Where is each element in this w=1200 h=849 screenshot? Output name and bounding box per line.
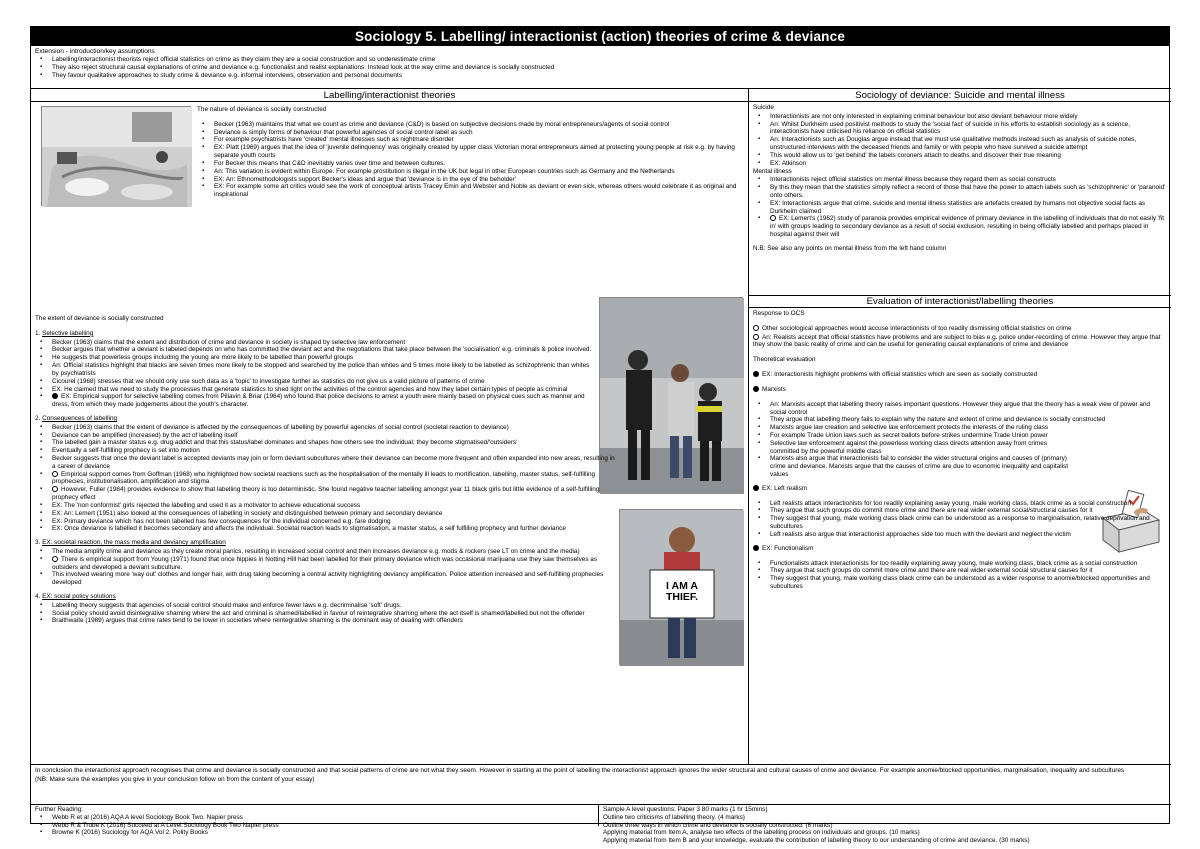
list-item: ▪ Marxists argue law creation and selective law enforcement protects the interests of the ruling class	[753, 424, 1167, 432]
list-item: ▪ They favour qualitative approaches to study crime & deviance e.g. informal interviews, observation and personal documents	[35, 72, 1165, 80]
ocs-heading: Response to OCS	[753, 310, 805, 317]
social-policy-list	[35, 602, 735, 625]
list-item: ▪ Becker suggests that once the deviant label is accepted deviants may join or form deviant subcultures where their deviance can become more frequent and often expanded into new areas, resulting in a career of deviance	[35, 455, 615, 471]
nature-section	[197, 106, 742, 199]
list-item: ▪ Interactionists are not only interested in explaining criminal behaviour but also deviant behaviour more widely	[753, 113, 1167, 121]
list-item: ▪ The labelled gain a master status e.g. drug addict and that this status/label dominates and shapes how others see the individual; they become stigmatised/'outsiders'	[35, 439, 615, 447]
list-item: ▪ They argue that labelling theory fails to explain why the nature and extent of crime and deviance is socially constructed	[753, 416, 1167, 424]
list-item: ▪ Functionalists attack interactionists for too readily explaining away young, male working class, black crime as a social construction	[753, 560, 1167, 568]
list-item: ▪ This would allow us to 'get behind' the labels coroners attach to deaths and discover their true meaning	[753, 152, 1167, 160]
bullet-dot-icon	[52, 393, 58, 399]
list-item: ▪ Webb R & Trobe K (2016) Succeed at A Level Sociology Book Two Napier press	[35, 822, 594, 830]
conclusion-section	[31, 764, 1171, 806]
list-item: ▪ There is empirical support from Young (1971) found that once hippies in Notting Hill had been labelled for their primary deviance which was occasional marijuana use they saw themselves as outsiders and developed a deviant subculture.	[35, 556, 615, 572]
bullet-dot-icon	[753, 371, 759, 377]
list-item: ▪ Interactionists reject official statistics on mental illness because they regard them as social constructs	[753, 176, 1167, 184]
list-item: ▪ Selective law enforcement against the powerless working class directs attention away from crimes committed by the powerful middle class	[753, 440, 1073, 456]
nature-list	[197, 121, 742, 199]
conclusion-text: In conclusion the interactionist approach recognises that crime and deviance is socially constructed and that social patterns of crime are not what they seem. However in starting at the point of labelling the interactionist approach ignores the wider structural and cultural causes of crime and deviance. For example anomie/blocked opportunities, marginalisation, inequality and subcultures	[35, 767, 1125, 774]
list-item: ▪ Cicourel (1968) stresses that we should only use such data as a 'topic' to investigate further as statistics do not give us a valid picture of patterns of crime	[35, 378, 595, 386]
list-item: ▪ EX: Empirical support for selective labelling comes from Piliavin & Briar (1964) who found that police decisions to arrest a youth were mainly based on physical cues such as manner and dress, from which they made judgements about the youth's character.	[35, 393, 595, 409]
list-item: ▪ Webb R et al (2016) AQA A level Sociology Book Two. Napier press	[35, 814, 594, 822]
bullet-dot-icon	[753, 485, 759, 491]
list-item: ▪ Becker (1963) claims that the extent and distribution of crime and deviance in society is shaped by selective law enforcement	[35, 339, 595, 347]
list-item: ▪ EX: Atkinson	[753, 160, 1167, 168]
suicide-list	[753, 113, 1167, 168]
list-item: ▪ EX: Primary deviance which has not been labelled has few consequences for the individual concerned e.g. fare dodging	[35, 518, 615, 526]
further-reading	[31, 805, 599, 837]
list-item: ▪ EX: Interactionists argue that crime, suicide and mental illness statistics are artefacts created by humans not objective social facts as Durkheim claimed	[753, 200, 1167, 216]
page-title: Sociology 5. Labelling/ interactionist (action) theories of crime & deviance	[31, 27, 1169, 46]
list-item: ▪ Empirical support comes from Goffman (1968) who highlighted how societal reactions such as the hospitalisation of the mentally ill leads to mortification, labelling, master status, self-fulfilling prophecies, institutionalisation, amplification and stigma	[35, 471, 615, 487]
list-item: ▪ EX: Lemert's (1962) study of paranoia provides empirical evidence of primary deviance in the labelling of individuals that do not easily 'fit in' with groups leading to secondary deviance as a result of social exclusion, resulting in being officially labelled and perhaps placed in hospital against their will	[753, 215, 1167, 238]
functionalism-heading: EX: Functionalism	[753, 545, 1167, 553]
messy-room-illustration	[42, 107, 192, 207]
list-item: ▪ For Becker this means that C&D inevitably varies over time and between cultures.	[197, 160, 742, 168]
list-item: ▪ An: Interactionists such as Douglas argue instead that we must use qualitative methods instead such as analysis of suicide notes, unstructured interviews with the deceased friends and family or with people who have survived a suicide attempt	[753, 136, 1167, 152]
list-item: ▪ An: This variation is evident within Europe. For example prostitution is illegal in the UK but legal in other European countries such as Germany and the Netherlands	[197, 168, 742, 176]
list-item: ▪ They suggest that young, male working class black crime can be understood as a response to marginalisation, relative deprivation and subcultures	[753, 515, 1167, 531]
revision-sheet	[30, 26, 1170, 845]
suicide-mental-column	[749, 89, 1171, 765]
bullet-circle-icon	[753, 325, 759, 331]
extent-section	[35, 315, 743, 625]
list-item: ▪ Left realists attack interactionists for too readily explaining away young, male working class, black crime as a social construction	[753, 500, 1167, 508]
suicide-mental-section	[749, 102, 1171, 296]
question-item: Outline three ways in which crime and deviance is socially constructed. (6 marks)	[603, 821, 833, 829]
list-item: ▪ Becker argues that whether a deviant is labeled depends on who has committed the deviant act and the negotiations that take place between the 'socialisation' e.g. criminals & police involved.	[35, 346, 595, 354]
list-item: ▪ They suggest that young, male working class black crime can be understood as a wider response to anomie/blocked opportunities and subcultures	[753, 575, 1167, 591]
list-item: ▪ Becker (1963) claims that the extent of deviance is affected by the consequences of labelling by powerful agencies of social control (societal reaction to deviance)	[35, 424, 615, 432]
list-item: ▪ By this they mean that the statistics simply reflect a record of those that have the power to attach labels such as 'schizophrenic' or 'paranoid' onto others.	[753, 184, 1167, 200]
list-item: ▪ Deviance can be amplified (increased) by the act of labelling itself	[35, 432, 615, 440]
question-item: Outline two criticisms of labelling theory. (4 marks)	[603, 813, 745, 821]
list-item: ▪ EX: For example some art critics would see the work of conceptual artists Tracey Emin and Webster and Noble as deviant or even sick, whereas others would celebrate it as original and inspirational	[197, 183, 742, 199]
reading-list	[35, 814, 594, 837]
nature-heading: The nature of deviance is socially constructed	[197, 106, 327, 113]
list-item: ▪ An: Official statistics highlight that blacks are seven times more likely to be stopped and searched by the police than whites and 5 times more likely to be labelled as schizophrenic than whites by psychiatrists	[35, 362, 595, 378]
mass-media-heading: 3. EX: societal reaction, the mass media and deviancy amplification	[35, 539, 226, 547]
marxists-heading: Marxists	[753, 386, 1167, 394]
list-item: ▪ EX: Platt (1969) argues that the idea of 'juvenile delinquency' was originally created by upper class Victorian moral entrepreneurs aimed at protecting young people at risk e.g. by having separate youth courts	[197, 144, 742, 160]
list-item: ▪ They argue that such groups do commit more crime and there are real wider external social structural causes for it	[753, 567, 1167, 575]
list-item: ▪ EX: He claimed that we need to study the processes that generate statistics to shed light on the activities of the control agencies and how they label certain types of people as criminal	[35, 386, 595, 394]
theoretical-heading: Theoretical evaluation	[753, 356, 816, 364]
consequences-heading: 2. Consequences of labelling	[35, 414, 118, 422]
nb-note: N.B: See also any points on mental illness from the left hand column	[753, 244, 947, 252]
functionalism-list	[753, 560, 1167, 591]
extension-list	[35, 56, 1165, 79]
marxists-list	[753, 401, 1167, 479]
conclusion-note: (NB: Make sure the examples you give in your conclusion follow on from the content of your essay)	[35, 775, 315, 783]
list-item: ▪ Social policy should avoid disintegrative shaming where the act and criminal is shamed/labelled in favour of reintegrative shaming where the act itself is shamed/labelled but not the offender	[35, 610, 735, 618]
list-item: ▪ The media amplify crime and deviance as they create moral panics, resulting in increased social control and then increases deviance e.g. mods & rockers (see LT on crime and the media)	[35, 548, 615, 556]
question-item: Applying material from Item B and your knowledge, evaluate the contribution of labelling theory to our understanding of crime and deviance. (30 marks)	[603, 837, 1030, 845]
sample-questions	[599, 805, 1171, 845]
extension-heading: Extension - introduction/key assumptions	[35, 48, 155, 55]
bullet-circle-icon	[52, 556, 58, 562]
list-item: ▪ For example psychiatrists have 'created' mental illnesses such as nightmare disorder	[197, 136, 742, 144]
left-realism-list	[753, 500, 1167, 539]
labelling-heading: Labelling/interactionist theories	[31, 89, 748, 102]
list-item: ▪ However, Fuller (1984) provides evidence to show that labelling theory is too deterministic. She found negative teacher labelling amongst year 11 black girls but little evidence of a self-fulfilling prophecy effect	[35, 486, 615, 502]
list-item: ▪ EX: An: Lemert (1951) also looked at the consequences of labelling in society and distinguished between primary and secondary deviance	[35, 510, 615, 518]
list-item: ▪ Marxists also argue that interactionists fail to consider the wider structural origins and causes of (primary) crime and deviance. Marxists argue that the causes of crime are due to economic inequality and capitalist values	[753, 455, 1073, 478]
list-item: ▪ An: Whilst Durkheim used positivist methods to study the 'social fact' of suicide in his efforts to establish sociology as a science, interactionists have criticised his reliance on official statistics	[753, 121, 1167, 137]
evaluation-heading: Evaluation of interactionist/labelling theories	[749, 296, 1171, 308]
bullet-circle-icon	[753, 334, 759, 340]
list-item: ▪ An: Marxists accept that labelling theory raises important questions. However they argue that the theory has a weak view of power and social control	[753, 401, 1167, 417]
extension-section	[31, 46, 1169, 88]
selective-labelling-heading: 1. Selective labelling	[35, 329, 94, 337]
sign-text: I AM A THIEF.	[665, 580, 699, 603]
bullet-circle-icon	[770, 215, 776, 221]
labelling-column	[31, 89, 749, 765]
social-policy-heading: 4. EX: social policy solutions	[35, 593, 116, 600]
suicide-heading: Suicide	[753, 104, 774, 111]
list-item: ▪ Labelling theory suggests that agencies of social control should make and enforce fewer laws e.g. decriminalise 'soft' drugs.	[35, 602, 735, 610]
extent-heading: The extent of deviance is socially constructed	[35, 315, 164, 322]
mass-media-list	[35, 548, 615, 587]
bullet-dot-icon	[753, 386, 759, 392]
list-item: ▪ EX: Once deviance is labelled it becomes secondary and affects the individual. Societal reaction leads to stigmatisation, a master status, a self fulfilling prophecy and further deviance	[35, 525, 615, 533]
list-item: ▪ Deviance is simply forms of behaviour that powerful agencies of social control label as such	[197, 129, 742, 137]
list-item: ▪ Eventually a self-fulfilling prophecy is set into motion	[35, 447, 615, 455]
sample-questions-heading: Sample A level questions: Paper 3 80 marks (1 hr 15mins)	[603, 806, 768, 813]
main-columns	[31, 88, 1171, 764]
evaluation-section	[749, 308, 1171, 764]
footer-section	[31, 804, 1171, 845]
mental-heading: Mental illness	[753, 167, 792, 175]
list-item: ▪ Left realists also argue that interactionist approaches side too much with the deviant and neglect the victim	[753, 531, 1167, 539]
bullet-circle-icon	[52, 486, 58, 492]
list-item: ▪ Becker (1963) maintains that what we count as crime and deviance (C&D) is based on subjective decisions made by moral entrepreneurs/agents of social control	[197, 121, 742, 129]
ocs-paragraph: Other sociological approaches would accuse interactionists of too readily dismissing official statistics on crime	[753, 325, 1167, 333]
consequences-list	[35, 424, 615, 533]
list-item: ▪ Braithwaite (1989) argues that crime rates tend to be lower in societies where reintegrative shaming is the dominant way of dealing with offenders	[35, 617, 735, 625]
ocs-paragraph: An: Realists accept that official statistics have problems and are subject to bias e.g. police under-recording of crime. However they argue that they show the basic reality of crime and can be useful for generating causal explanations of crime and deviance	[753, 333, 1161, 349]
list-item: ▪ EX: The 'non conformist' girls rejected the labelling and used it as a motivator to achieve educational success	[35, 502, 615, 510]
bullet-circle-icon	[52, 471, 58, 477]
list-item: ▪ For example Trade Union laws such as secret ballots before strikes undermine Trade Union power	[753, 432, 1073, 440]
left-realism-heading: EX: Left realism	[753, 485, 1167, 493]
messy-room-photo	[41, 106, 191, 206]
list-item: ▪ They argue that such groups do commit more crime and there are real wider external social/structural causes for it	[753, 507, 1167, 515]
list-item: ▪ This involved wearing more 'way out' clothes and longer hair, with drug taking becoming a central activity highlighting deviancy amplification. Police attention increased and self-fulfilling prophecies developed	[35, 571, 615, 587]
question-item: Applying material from Item A, analyse two effects of the labelling process on individuals and groups. (10 marks)	[603, 829, 920, 837]
list-item: ▪ They also reject structural causal explanations of crime and deviance e.g. functionalist and realist explanations. Instead look at the way crime and deviance is socially constructed	[35, 64, 1165, 72]
list-item: ▪ He suggests that powerless groups including the young are more likely to be labelled than powerful groups	[35, 354, 595, 362]
selective-labelling-list	[35, 339, 595, 409]
bullet-dot-icon	[753, 545, 759, 551]
mental-list	[753, 176, 1167, 239]
list-item: ▪ Labelling/interactionist theorists reject official statistics on crime as they claim they are a social construction and so underestimate crime	[35, 56, 1165, 64]
list-item: ▪ EX: An: Ethnomethodologists support Becker's ideas and argue that 'deviance is in the eye of the beholder'	[197, 176, 742, 184]
further-reading-heading: Further Reading:	[35, 806, 83, 813]
list-item: ▪ Browne K (2016) Sociology for AQA Vol 2. Polity Books	[35, 829, 594, 837]
theoretical-paragraph: EX: Interactionists highlight problems with official statistics which are seen as socially constructed	[753, 371, 1167, 379]
suicide-mental-heading: Sociology of deviance: Suicide and mental illness	[749, 89, 1171, 102]
